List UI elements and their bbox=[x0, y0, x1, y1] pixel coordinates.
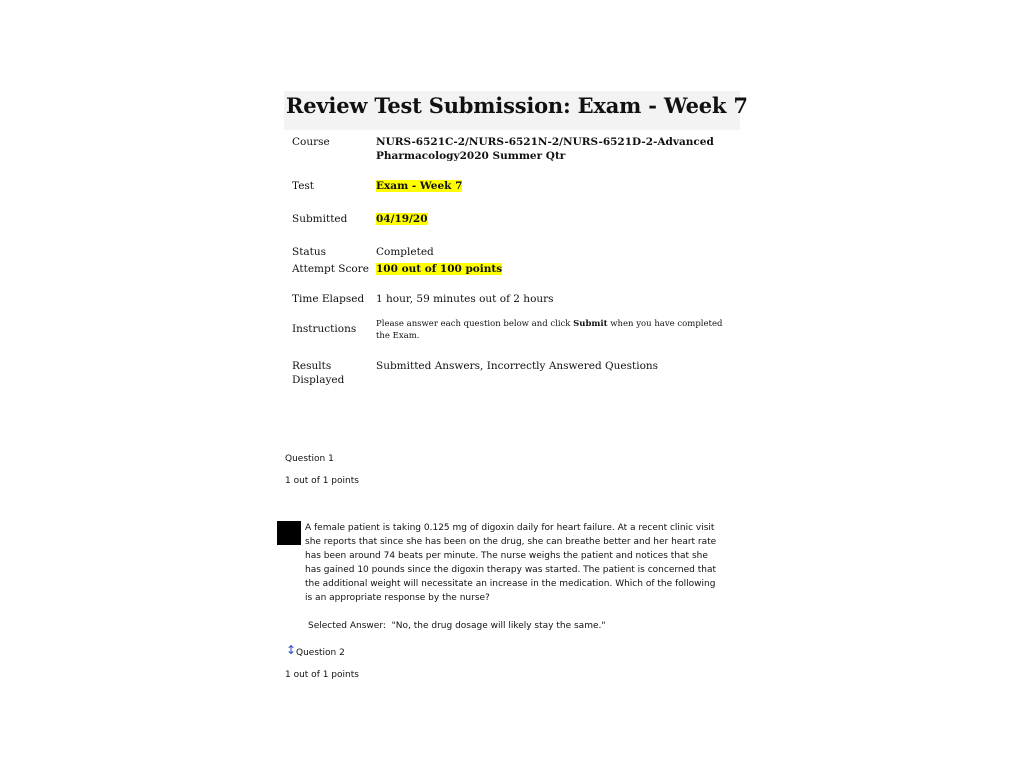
question-1-points: 1 out of 1 points bbox=[285, 476, 359, 486]
question-2-title: Question 2 bbox=[296, 648, 345, 658]
title-bar bbox=[284, 91, 748, 130]
submitted-label: Submitted bbox=[292, 213, 348, 225]
selected-answer-value: "No, the drug dosage will likely stay the same." bbox=[391, 621, 606, 631]
instructions-value bbox=[376, 319, 726, 342]
instructions-text-pre: Please answer each question below and click bbox=[376, 319, 574, 329]
time-elapsed-value: 1 hour, 59 minutes out of 2 hours bbox=[376, 293, 554, 305]
question-1-text: A female patient is taking 0.125 mg of digoxin daily for heart failure. At a recent clinic visit she reports that since she has been on the drug, she can breathe better and her heart rate has been around 74 beats per minute. The nurse weighs the patient and notices that she has gained 10 pounds since the digoxin therapy was started. The patient is concerned that the additional weight will necessitate an increase in the medication. Which of the following is an appropriate response by the nurse? bbox=[305, 523, 717, 603]
attempt-score-value: 100 out of 100 points bbox=[376, 263, 503, 275]
test-label: Test bbox=[292, 180, 315, 192]
test-value: Exam - Week 7 bbox=[376, 180, 463, 192]
instructions-submit-word: Submit bbox=[573, 319, 608, 329]
question-1-title: Question 1 bbox=[285, 454, 334, 464]
results-label-line2: Displayed bbox=[292, 374, 345, 386]
selected-answer-label: Selected Answer: bbox=[308, 621, 386, 631]
time-elapsed-label: Time Elapsed bbox=[292, 293, 365, 305]
results-label-line1: Results bbox=[292, 360, 332, 372]
page-title: Review Test Submission: Exam - Week 7 bbox=[286, 93, 748, 118]
status-value: Completed bbox=[376, 246, 434, 258]
instructions-label: Instructions bbox=[292, 323, 357, 335]
question-marker-icon bbox=[277, 521, 301, 545]
submitted-value: 04/19/20 bbox=[376, 213, 428, 225]
instructions-text-post: when you have completed the Exam. bbox=[376, 319, 723, 341]
attempt-score-label: Attempt Score bbox=[292, 263, 369, 275]
course-value: NURS-6521C-2/NURS-6521N-2/NURS-6521D-2-Advanced Pharmacology2020 Summer Qtr bbox=[376, 136, 714, 162]
status-label: Status bbox=[292, 246, 327, 258]
question-1-selected-answer bbox=[308, 619, 606, 633]
results-label bbox=[292, 359, 344, 387]
course-label: Course bbox=[292, 136, 330, 148]
up-down-arrow-icon[interactable]: ↕ bbox=[286, 643, 297, 657]
question-2-points: 1 out of 1 points bbox=[285, 670, 359, 680]
results-value: Submitted Answers, Incorrectly Answered Questions bbox=[376, 360, 659, 372]
